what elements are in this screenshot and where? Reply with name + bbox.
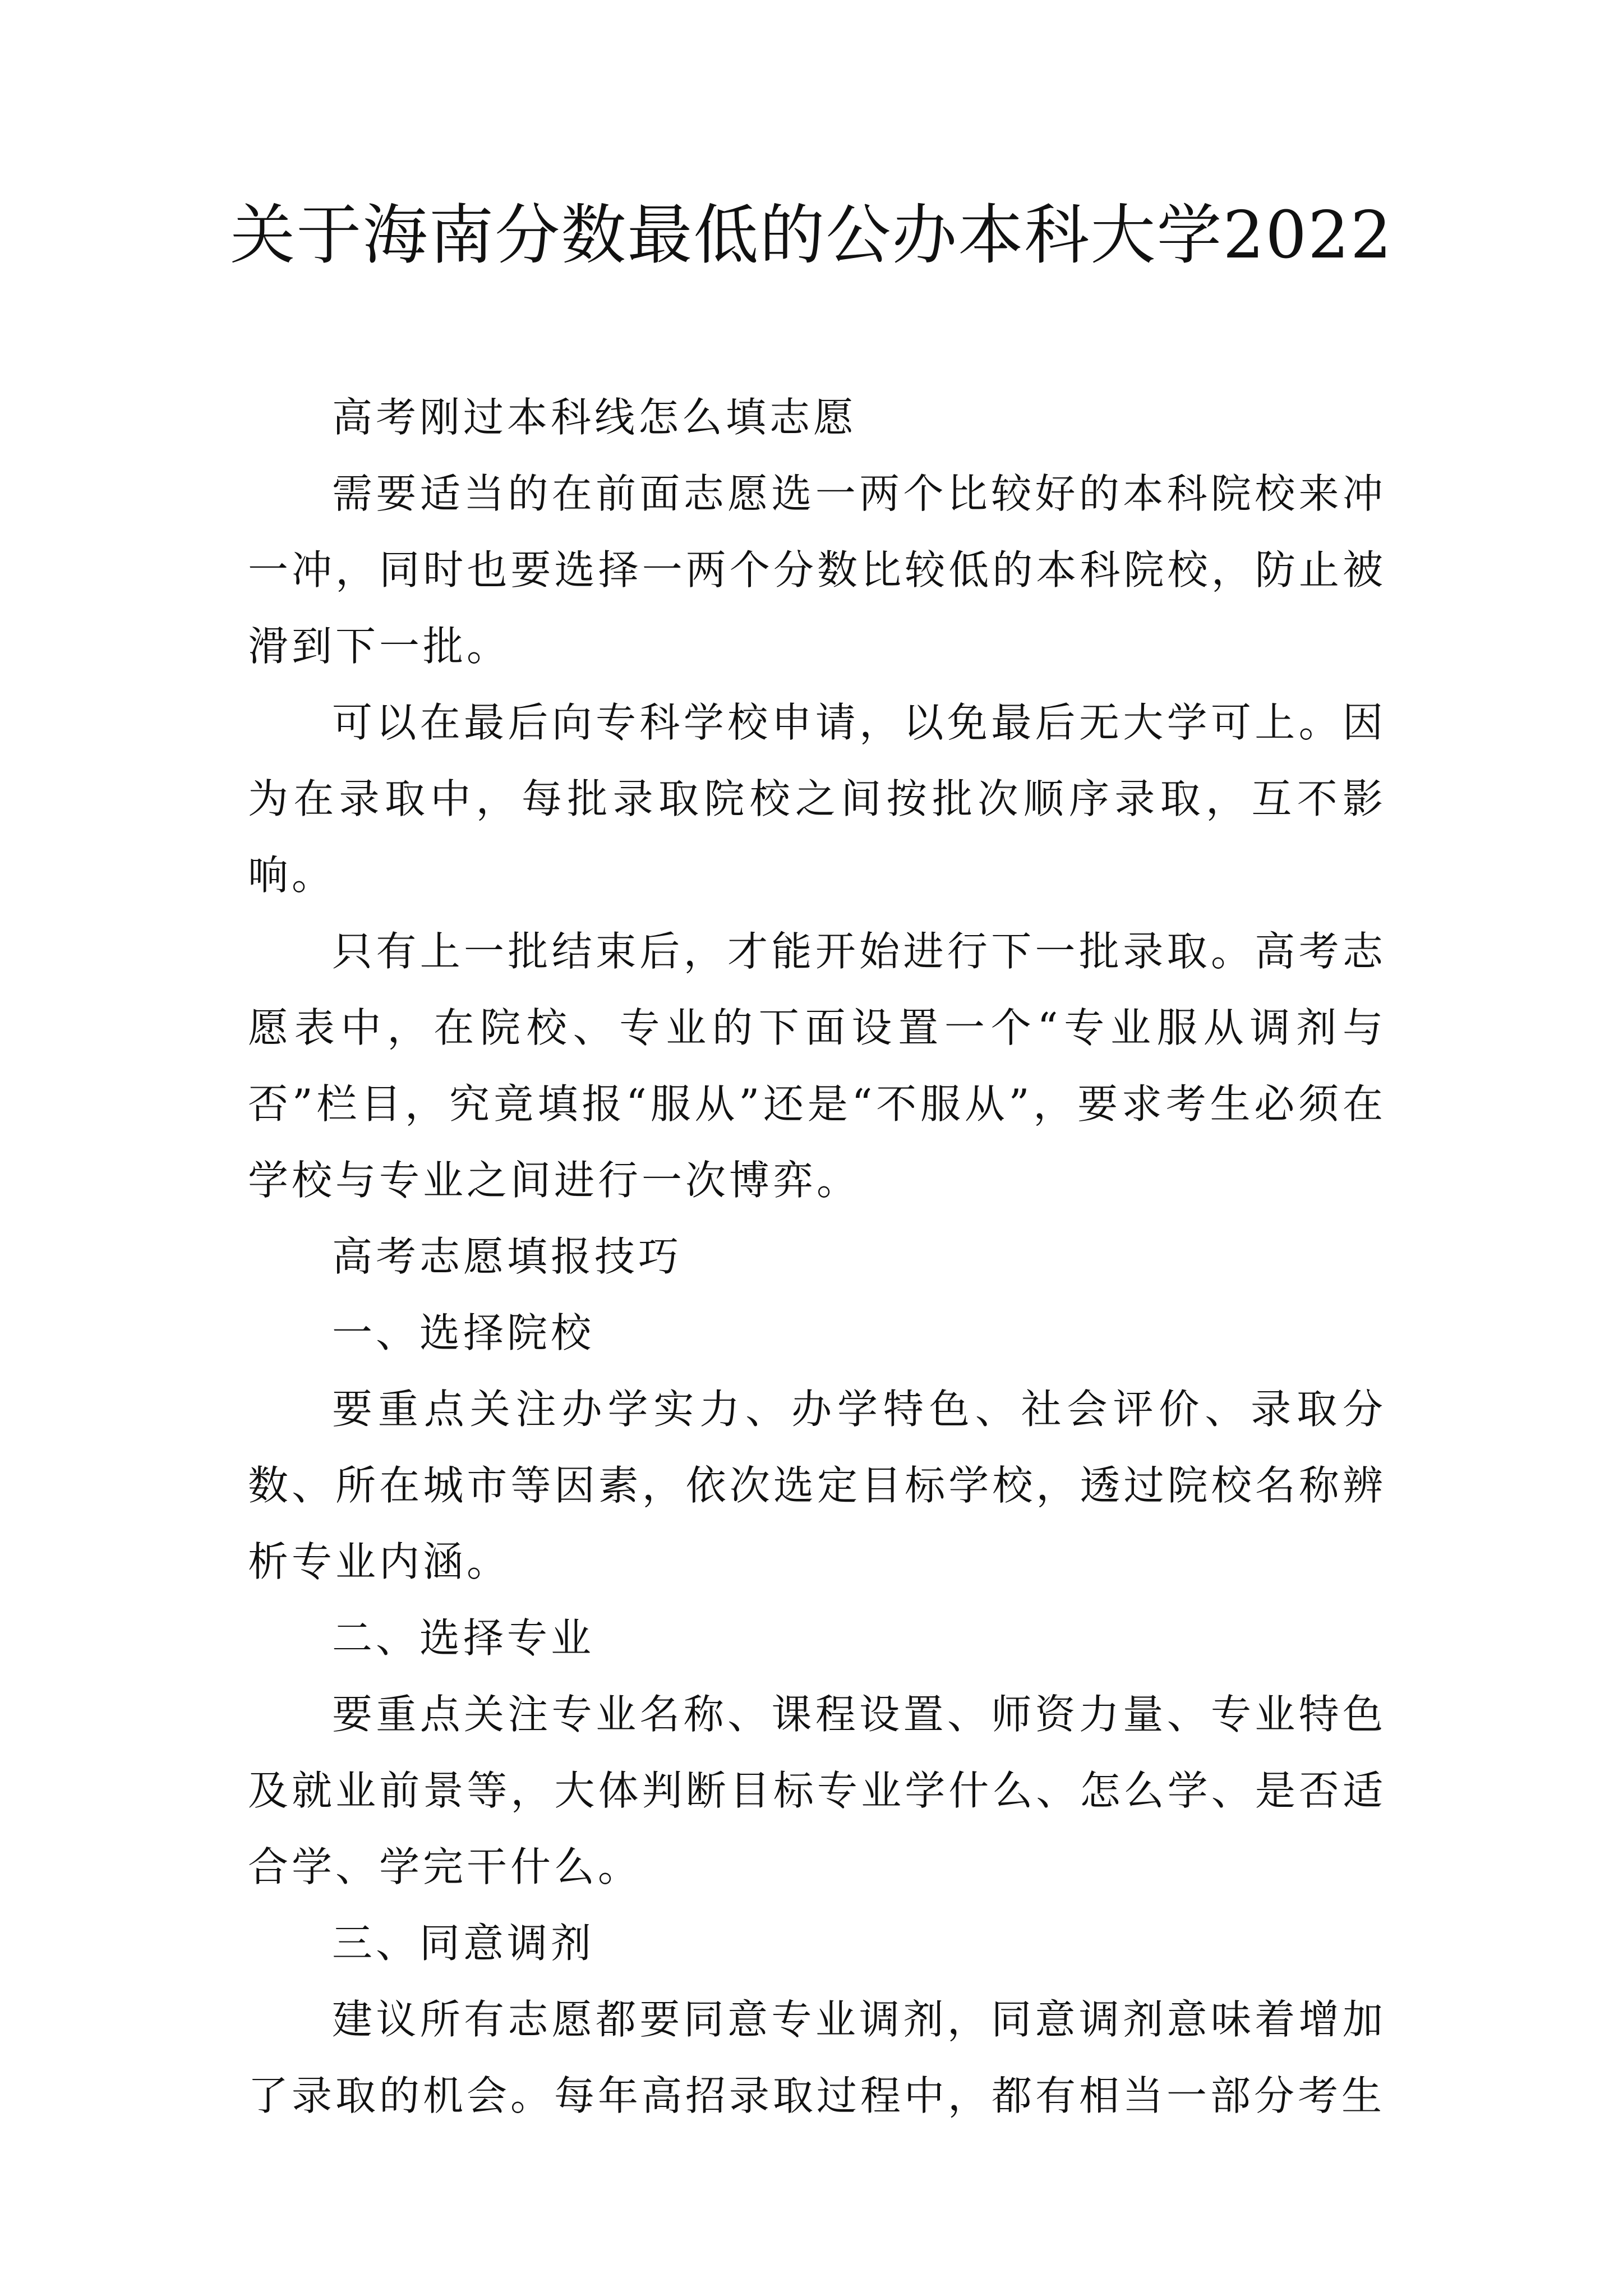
section-heading: 二、选择专业: [332, 1614, 595, 1662]
section-heading: 一、选择院校: [332, 1309, 595, 1356]
document-body: [248, 379, 1386, 2134]
paragraph: 只有上一批结束后，才能开始进行下一批录取。高考志愿表中，在院校、专业的下面设置一个“专业服从调剂与否”栏目，究竟填报“服从”还是“不服从”，要求考生必须在学校与专业之间进行一次博弈。: [248, 928, 1386, 1204]
paragraph: 要重点关注办学实力、办学特色、社会评价、录取分数、所在城市等因素，依次选定目标学校，透过院校名称辨析专业内涵。: [248, 1386, 1386, 1585]
paragraph: 要重点关注专业名称、课程设置、师资力量、专业特色及就业前景等，大体判断目标专业学什么、怎么学、是否适合学、学完干什么。: [248, 1691, 1386, 1890]
paragraph: 建议所有志愿都要同意专业调剂，同意调剂意味着增加了录取的机会。每年高招录取过程中，都有相当一部分考生: [248, 1996, 1386, 2119]
paragraph: 需要适当的在前面志愿选一两个比较好的本科院校来冲一冲，同时也要选择一两个分数比较低的本科院校，防止被滑到下一批。: [248, 470, 1386, 670]
paragraph: 可以在最后向专科学校申请，以免最后无大学可上。因为在录取中，每批录取院校之间按批次顺序录取，互不影响。: [248, 699, 1386, 899]
section-heading: 三、同意调剂: [332, 1920, 595, 1967]
paragraph: 高考刚过本科线怎么填志愿: [332, 394, 857, 441]
document-title: 关于海南分数最低的公办本科大学2022: [230, 197, 1393, 273]
section-heading: 高考志愿填报技巧: [332, 1233, 683, 1280]
